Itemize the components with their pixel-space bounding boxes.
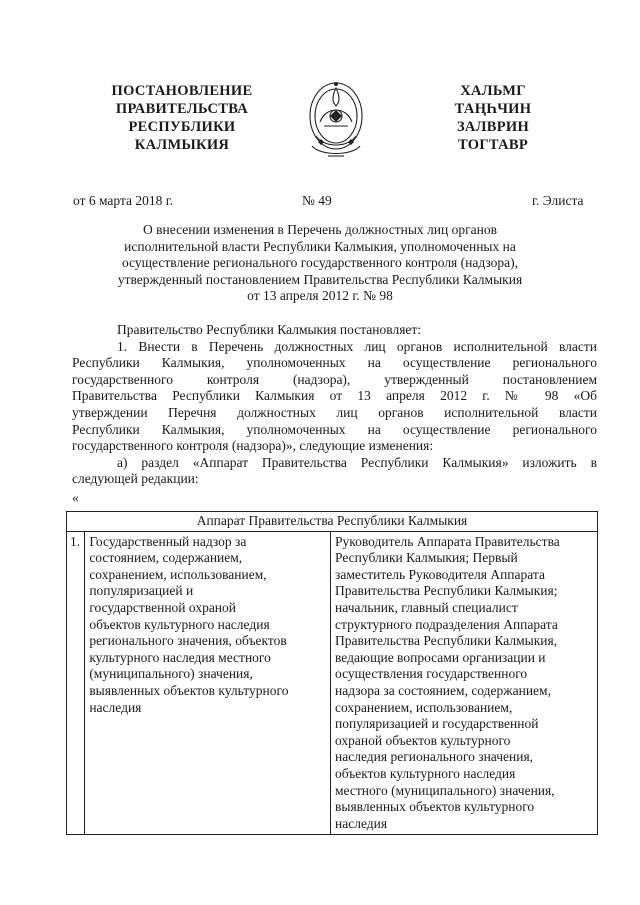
paragraph-line: а) раздел «Аппарат Правительства Республики Калмыкия» изложить в: [117, 454, 597, 470]
cell-line: Правительства Республики Калмыкия,: [335, 633, 558, 649]
paragraph-1: [72, 339, 597, 455]
cell-line: Правительства Республики Калмыкия;: [335, 583, 558, 599]
cell-line: начальник, главный специалист: [335, 599, 518, 615]
cell-line: выявленных объектов культурного: [89, 682, 289, 698]
header-left-line: ПРАВИТЕЛЬСТВА: [115, 101, 249, 117]
header-left-line: КАЛМЫКИЯ: [134, 137, 230, 153]
document-body: [72, 322, 597, 507]
paragraph-line: государственного контроля (надзора), утвержденный постановлением: [72, 371, 597, 387]
header-left-line: ПОСТАНОВЛЕНИЕ: [111, 83, 253, 99]
title-line: утвержденный постановлением Правительства Республики Калмыкия: [117, 271, 523, 287]
cell-line: объектов культурного наследия: [89, 616, 270, 632]
document-date: от 6 марта 2018 г.: [73, 193, 174, 208]
header-left-line: РЕСПУБЛИКИ: [128, 119, 236, 135]
control-type-cell: [85, 531, 331, 835]
paragraph-line: государственного контроля (надзора)», следующие изменения:: [72, 438, 434, 454]
cell-line: охраной объектов культурного: [335, 732, 511, 748]
cell-line: Республики Калмыкия; Первый: [335, 550, 518, 566]
cell-line: популяризацией и государственной: [335, 716, 539, 732]
paragraph-line: 1. Внести в Перечень должностных лиц органов исполнительной власти: [117, 338, 597, 354]
header-right-title: [428, 82, 558, 154]
row-number: 1.: [67, 531, 85, 835]
paragraph-line: следующей редакции:: [72, 471, 199, 487]
cell-line: объектов культурного наследия: [335, 765, 516, 781]
cell-line: осуществления государственного: [335, 666, 528, 682]
officials-cell: [331, 531, 598, 835]
cell-line: наследия: [335, 815, 388, 831]
cell-line: ведающие вопросами организации и: [335, 649, 546, 665]
table-row: [67, 531, 598, 835]
header-right-line: ТАҢҺЧИН: [454, 101, 532, 117]
table-section-header: Аппарат Правительства Республики Калмыкия: [67, 512, 598, 532]
cell-line: наследия регионального значения,: [335, 749, 534, 765]
document-city: г. Элиста: [532, 193, 584, 208]
cell-line: (муниципального) значения,: [89, 666, 253, 682]
title-line: О внесении изменения в Перечень должностных лиц органов: [143, 222, 497, 237]
header-right-line: ТОГТАВР: [457, 137, 529, 153]
paragraph-line: утверждении Перечня должностных лиц органов исполнительной власти: [72, 404, 597, 420]
cell-line: культурного наследия местного: [89, 649, 271, 665]
paragraph-2: [72, 455, 597, 488]
cell-line: структурного подразделения Аппарата: [335, 616, 558, 632]
officials-table: [66, 511, 598, 835]
paragraph-line: Республики Калмыкия, уполномоченных на осуществление регионального: [72, 421, 597, 437]
paragraph-line: Правительства Республики Калмыкия от 13 апреля 2012 г. № 98 «Об: [72, 388, 597, 404]
quote-open-mark: «: [72, 489, 79, 505]
cell-line: сохранением, использованием,: [335, 699, 513, 715]
cell-line: надзора за состоянием, содержанием,: [335, 682, 551, 698]
paragraph-line: Республики Калмыкия, уполномоченных на осуществление регионального: [72, 355, 597, 371]
cell-line: состоянием, содержанием,: [89, 550, 243, 566]
resolution-intro: Правительство Республики Калмыкия постановляет:: [117, 322, 422, 337]
title-line: осуществление регионального государственного контроля (надзора),: [121, 255, 519, 271]
document-number: № 49: [302, 193, 332, 208]
title-line: от 13 апреля 2012 г. № 98: [247, 288, 393, 304]
cell-line: сохранением, использованием,: [89, 566, 267, 582]
document-title: [80, 222, 560, 305]
cell-line: местного (муниципального) значения,: [335, 782, 555, 798]
cell-line: Государственный надзор за: [89, 533, 247, 549]
header-right-line: ЗАЛВРИН: [456, 119, 530, 135]
table-header-row: [67, 512, 598, 532]
cell-line: регионального значения, объектов: [89, 633, 287, 649]
cell-line: заместитель Руководителя Аппарата: [335, 566, 545, 582]
cell-line: Руководитель Аппарата Правительства: [335, 533, 560, 549]
coat-of-arms-icon: [306, 76, 366, 160]
cell-line: государственной охраной: [89, 599, 237, 615]
cell-line: популяризацией и: [89, 583, 194, 599]
header-left-title: [92, 82, 272, 154]
cell-line: наследия: [89, 699, 142, 715]
title-line: исполнительной власти Республики Калмыкия, уполномоченных на: [124, 238, 516, 254]
header-right-line: ХАЛЬМГ: [460, 83, 526, 99]
cell-line: выявленных объектов культурного: [335, 799, 535, 815]
